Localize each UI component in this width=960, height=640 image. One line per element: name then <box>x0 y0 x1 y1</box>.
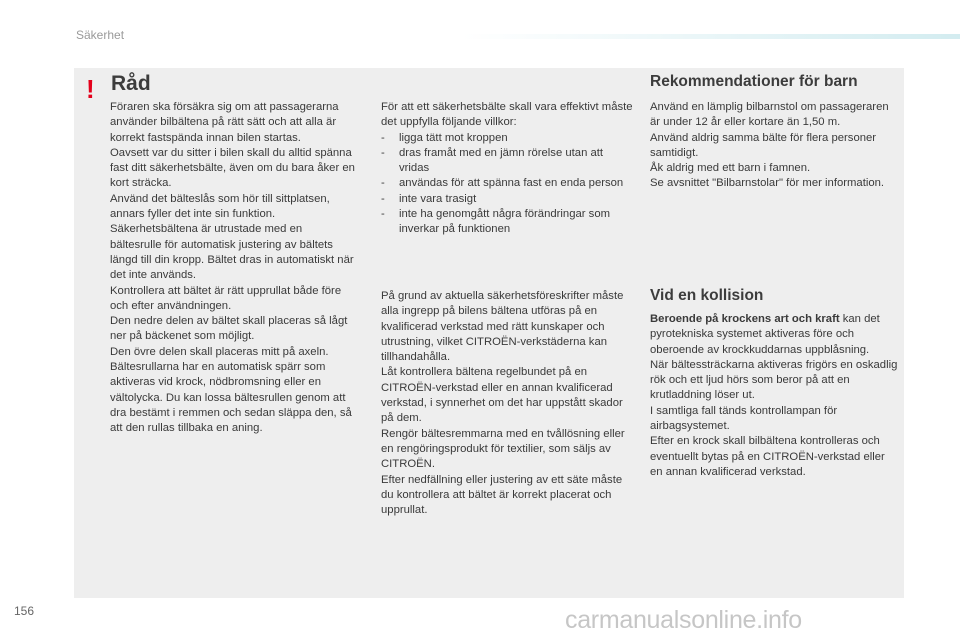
paragraph: Använd en lämplig bilbarnstol om passageraren är under 12 år eller kortare än 1,50 m. <box>650 101 889 129</box>
collision-heading: Vid en kollision <box>650 287 764 304</box>
children-text <box>650 100 900 192</box>
paragraph: Föraren ska försäkra sig om att passagerarna använder bilbältena på rätt sätt och att alla är korrekt fastspända innan bilen startas. <box>110 101 339 144</box>
paragraph: Efter nedfällning eller justering av ett säte måste du kontrollera att bältet är korrekt placerat och upprullat. <box>381 473 623 517</box>
advice-column-2-conditions <box>381 100 633 238</box>
paragraph: Den övre delen skall placeras mitt på axeln. <box>110 345 329 358</box>
paragraph: Efter en krock skall bilbältena kontrolleras och eventuellt bytas på en CITROËN-verkstad eller en annan kvalificerad verkstad. <box>650 435 885 478</box>
paragraph: På grund av aktuella säkerhetsföreskrifter måste alla ingrepp på bilens bältena utföras på en kvalificerad verkstad med rätt kunskaper och utrustning, vilket CITROËN-verkstäderna kan tillhandahålla. <box>381 290 624 364</box>
paragraph: Rengör bältesremmarna med en tvållösning eller en rengöringsprodukt för textilier, som säljs av CITROËN. <box>381 427 625 471</box>
list-item: - inte vara trasigt <box>381 192 477 205</box>
paragraph: Kontrollera att bältet är rätt upprullat både före och efter användningen. <box>110 284 342 312</box>
paragraph: Använd det bälteslås som hör till sittplatsen, annars fyller det inte sin funktion. <box>110 192 330 221</box>
paragraph: Använd aldrig samma bälte för flera personer samtidigt. <box>650 131 877 159</box>
paragraph: Låt kontrollera bältena regelbundet på en CITROËN-verkstad eller en annan kvalificerad verkstad, i synnerhet om det har uppstått skador på dem. <box>381 366 623 425</box>
advice-column-2-maintenance <box>381 289 633 518</box>
paragraph: Bältesrullarna har en automatisk spärr som aktiveras vid krock, nödbromsning eller en vältolycka. Du kan lossa bältesrullen genom att dra bestämt i remmen och sedan släppa den, så att den rullas tillbaka en aning. <box>110 361 352 435</box>
paragraph: Se avsnittet "Bilbarnstolar" för mer information. <box>650 177 885 190</box>
page-number: 156 <box>14 604 35 618</box>
list-item: - ligga tätt mot kroppen <box>381 131 508 144</box>
paragraph: Säkerhetsbältena är utrustade med en bältesrulle för automatisk justering av bältets längd till din kropp. Bältet dras in automatiskt när det inte används. <box>110 223 354 282</box>
watermark: carmanualsonline.info <box>565 606 802 634</box>
collision-text <box>650 312 900 480</box>
header-rule <box>462 34 960 39</box>
paragraph: Beroende på krockens art och kraft kan det pyrotekniska systemet aktiveras före och oberoende av krockkuddarnas uppblåsning. <box>650 313 880 356</box>
paragraph: När bältessträckarna aktiveras frigörs en oskadlig rök och ett ljud hörs som beror på att en krutladdning löser ut. <box>650 358 898 402</box>
section-title: Säkerhet <box>76 28 125 42</box>
warning-icon: ! <box>86 74 95 104</box>
paragraph: Oavsett var du sitter i bilen skall du alltid spänna fast ditt säkerhetsbälte, även om du bara åker en kort sträcka. <box>110 146 355 190</box>
list-item: - dras framåt med en jämn rörelse utan att vridas <box>381 146 604 175</box>
list-item: - inte ha genomgått några förändringar som inverkar på funktionen <box>381 208 611 236</box>
children-heading: Rekommendationer för barn <box>650 73 858 90</box>
paragraph: Åk aldrig med ett barn i famnen. <box>650 162 811 175</box>
list-item: - användas för att spänna fast en enda person <box>381 177 624 190</box>
advice-heading: Råd <box>111 72 151 95</box>
advice-column-1 <box>110 100 355 437</box>
paragraph: Den nedre delen av bältet skall placeras så lågt ner på bäckenet som möjligt. <box>110 315 348 343</box>
paragraph: För att ett säkerhetsbälte skall vara effektivt måste det uppfylla följande villkor: <box>381 101 633 129</box>
bold-lead: Beroende på krockens art och kraft <box>650 313 840 325</box>
paragraph: I samtliga fall tänds kontrollampan för airbagsystemet. <box>650 404 838 433</box>
